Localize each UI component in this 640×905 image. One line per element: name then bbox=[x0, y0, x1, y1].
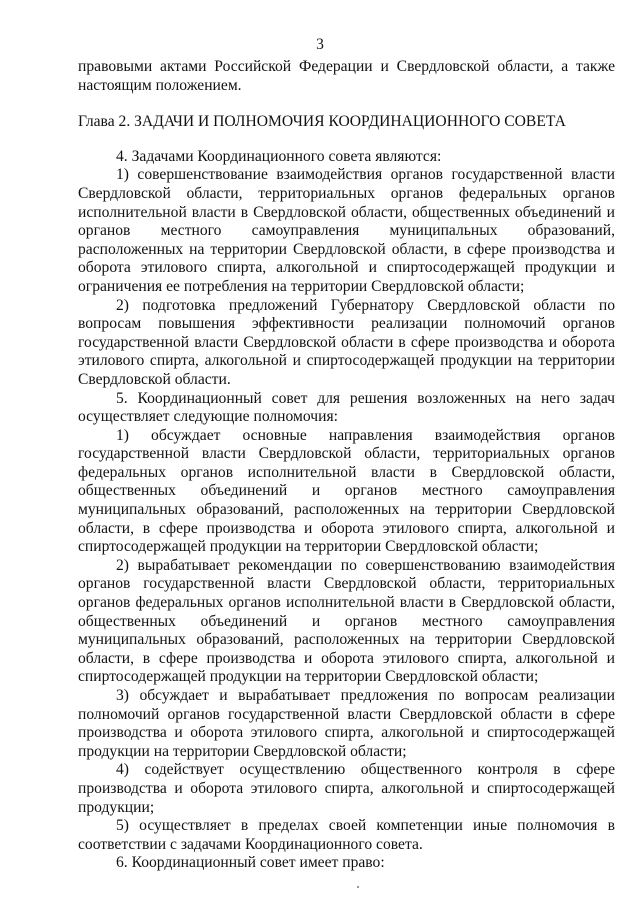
paragraph-item-4: 4. Задачами Координационного совета являются: bbox=[116, 147, 442, 165]
paragraph-item-5-5: 5) осуществляет в пределах своей компетенции иные полномочия в соответствии с задачами Координационного совета. bbox=[78, 817, 615, 853]
chapter-heading: Глава 2. ЗАДАЧИ И ПОЛНОМОЧИЯ КООРДИНАЦИОННОГО СОВЕТА bbox=[78, 113, 566, 131]
paragraph-item-6: 6. Координационный совет имеет право: bbox=[116, 854, 385, 872]
paragraph-item-5: 5. Координационный совет для решения возложенных на него задач осуществляет следующие полномочия: bbox=[78, 389, 615, 426]
paragraph-item-4-2: 2) подготовка предложений Губернатору Свердловской области по вопросам повышения эффективности реализации полномочий органов государственной власти Свердловской области в сфере производства и оборота этилового спирта, алкогольной и спиртосодержащей продукции на территории Свердловской области. bbox=[78, 296, 615, 388]
paragraph-continuation: правовыми актами Российской Федерации и Свердловской области, а также настоящим положением. bbox=[78, 58, 615, 94]
paragraph-item-5-4: 4) содействует осуществлению общественного контроля в сфере производства и оборота этилового спирта, алкогольной и спиртосодержащей продукции; bbox=[78, 761, 615, 816]
page-number: 3 bbox=[316, 36, 324, 53]
paragraph-item-5-1: 1) обсуждает основные направления взаимодействия органов государственной власти Свердловской области, территориальных органов федеральных органов исполнительной власти в Свердловской области, общественных объединений и органов местного самоуправления муниципальных образований, расположенных на территории Свердловской области, в сфере производства и оборота этилового спирта, алкогольной и спиртосодержащей продукции на территории Свердловской области; bbox=[78, 426, 615, 556]
paragraph-item-5-2: 2) вырабатывает рекомендации по совершенствованию взаимодействия органов государственной власти Свердловской области, территориальных органов федеральных органов исполнительной власти в Свердловской области, общественных объединений и органов местного самоуправления муниципальных образований, расположенных на территории Свердловской области, в сфере производства и оборота этилового спирта, алкогольной и спиртосодержащей продукции на территории Свердловской области; bbox=[78, 556, 615, 686]
document-body bbox=[78, 58, 615, 873]
scan-speck bbox=[357, 886, 359, 888]
paragraph-item-4-1: 1) совершенствование взаимодействия органов государственной власти Свердловской области, территориальных органов федеральных органов исполнительной власти в Свердловской области, общественных объединений и органов местного самоуправления муниципальных образований, расположенных на территории Свердловской области, в сфере производства и оборота этилового спирта, алкогольной и спиртосодержащей продукции и ограничения ее потребления на территории Свердловской области; bbox=[78, 166, 615, 295]
paragraph-item-5-3: 3) обсуждает и вырабатывает предложения по вопросам реализации полномочий органов государственной власти Свердловской области в сфере производства и оборота этилового спирта, алкогольной и спиртосодержащей продукции на территории Свердловской области; bbox=[78, 687, 615, 760]
